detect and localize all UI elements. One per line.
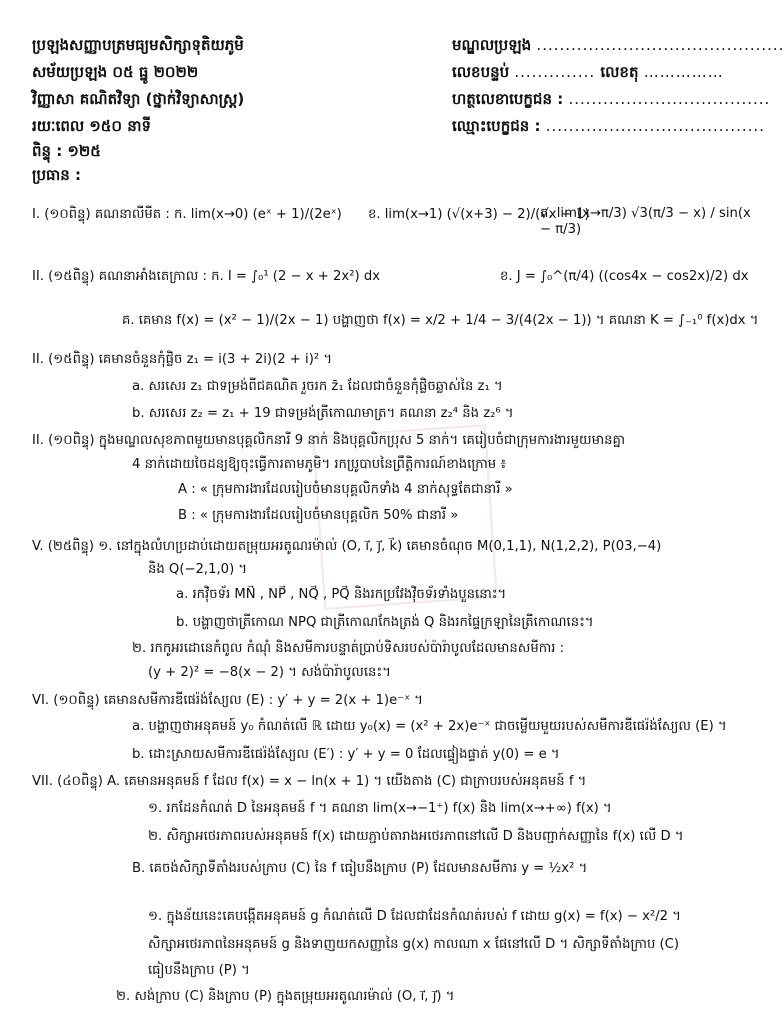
ex7-A-2: ២. សិក្សាអថេរភាពរបស់អនុគមន៍ f(x) ដោយភ្ជាប់តារាងអថេរភាពនៅលើ D និងបញ្ជាក់សញ្ញានៃ f(x) លើ D ។ [148, 829, 684, 844]
exam-title: ប្រឡងសញ្ញាបត្រមធ្យមសិក្សាទុតិយភូមិ [32, 36, 244, 54]
candidate-name-field [452, 117, 765, 139]
ex5-statement: V. (២៥ពិន្ទុ) ១. នៅក្នុងលំហប្រដាប់ដោយតម្រុយអរតូណរម៉ាល់ (O, i⃗, j⃗, k⃗) គេមានចំណុច M(0,1,1), N(1,2,2), P(03,−4) [32, 539, 662, 554]
ex6-statement: VI. (១០ពិន្ទុ) គេមានសមីការឌីផេរ៉ង់ស្យែល (E) : y′ + y = 2(x + 1)e⁻ˣ ។ [32, 693, 423, 708]
ex6-part-a: a. បង្ហាញថាអនុគមន៍ y₀ កំណត់លើ ℝ ដោយ y₀(x) = (x² + 2x)e⁻ˣ ជាចម្លើយមួយរបស់សមីការឌីផេរ៉ង់ស្យែល (E) ។ [132, 719, 727, 734]
ex1-part-c: គ. lim(x→π/3) √3(π/3 − x) / sin(x − π/3) [540, 206, 751, 237]
ex7-B-1-end: ធៀបនឹងក្រាប (P) ។ [148, 963, 250, 978]
ex4-event-b: B : « ក្រុមការងារដែលរៀបចំមានបុគ្គលិក 50% ជានារី » [178, 508, 459, 523]
signature-dots: ................................... [568, 90, 771, 108]
exam-duration: រយៈពេល ១៥០ នាទី [32, 117, 152, 135]
ex6-part-b: b. ដោះស្រាយសមីការឌីផេរ៉ង់ស្យែល (E′) : y′ + y = 0 ដែលផ្ទៀងផ្ទាត់ y(0) = e ។ [132, 747, 560, 762]
ex7-B-1-cont: សិក្សាអថេរភាពនៃអនុគមន៍ g និងទាញយកសញ្ញានៃ g(x) កាលណា x ផែនៅលើ D ។ សិក្សាទីតាំងក្រាប (C) [148, 937, 680, 952]
ex7-B-2: ២. សង់ក្រាប (C) និងក្រាប (P) ក្នុងតម្រុយអរតូណរម៉ាល់ (O, i⃗, j⃗) ។ [116, 989, 455, 1004]
ex3-part-b: b. សរសេរ z₂ = z₁ + 19 ជាទម្រង់ត្រីកោណមាត្រ។ គណនា z₂⁴ និង z₂⁶ ។ [132, 406, 514, 421]
ex1-part-b: ខ. lim(x→1) (√(x+3) − 2)/(√x − 1) [368, 207, 590, 222]
room-dots: .............. [514, 63, 596, 81]
ex2-part-b: ខ. J = ∫₀^(π/4) ((cos4x − cos2x)/2) dx [500, 269, 749, 284]
seat-label: លេខតុ [600, 63, 639, 81]
ex7-part-A: VII. (៤០ពិន្ទុ) A. គេមានអនុគមន៍ f ដែល f(x) = x − ln(x + 1) ។ យើងតាង (C) ជាក្រាបរបស់អនុគមន៍ f ។ [32, 774, 587, 789]
candidate-name-dots: ...................................... [545, 117, 765, 135]
topic-label: ប្រធាន : [32, 166, 82, 184]
signature-label: ហត្ថលេខាបេក្ខជន : [452, 90, 564, 108]
room-seat-field [452, 63, 724, 85]
ex5-part-a: a. រកវ៉ិចទ័រ MN⃗ , NP⃗ , NQ⃗ , PQ⃗ និងរកប្រវែងវ៉ិចទ័រទាំងបួននោះ។ [176, 587, 507, 602]
ex1-part-a: I. (១០ពិន្ទុ) គណនាលីមីត : ក. lim(x→0) (eˣ + 1)/(2eˣ) [32, 207, 342, 222]
ex7-A-1: ១. រកដែនកំណត់ D នៃអនុគមន៍ f ។ គណនា lim(x→−1⁺) f(x) និង lim(x→+∞) f(x) ។ [148, 801, 612, 816]
room-label: លេខបន្ទប់ [452, 63, 510, 81]
ex4-statement-1: II. (១០ពិន្ទុ) ក្នុងមណ្ឌលសុខភាពមួយមានបុគ្គលិកនារី 9 នាក់ និងបុគ្គលិកប្រុស 5 នាក់។ គេរៀបចំជាក្រុមការងារមួយមានគ្នា [32, 433, 626, 448]
exam-center-field [452, 36, 784, 58]
seat-dots: …………… [643, 63, 724, 81]
ex3-part-a: a. សរសេរ z₁ ជាទម្រង់ពីជគណិត រួចរក z̄₁ ដែលជាចំនួនកុំផ្លិចឆ្លាស់នៃ z₁ ។ [132, 379, 503, 394]
exam-subject: វិញ្ញាសា គណិតវិទ្យា (ថ្នាក់វិទ្យាសាស្ត្រ) [32, 90, 245, 108]
ex2-part-c: គ. គេមាន f(x) = (x² − 1)/(2x − 1) បង្ហាញថា f(x) = x/2 + 1/4 − 3/(4(2x − 1)) ។ គណនា K = ∫₋₁⁰ f(x)dx ។ [122, 313, 759, 328]
exam-center-label: មណ្ឌលប្រឡង [452, 36, 532, 54]
ex5-part-2: ២. រកកូអរដោនេកំពូល កំណុំ និងសមីការបន្ទាត់ប្រាប់ទិសរបស់ប៉ារ៉ាបូលដែលមានសមីការ : [132, 641, 565, 656]
ex4-statement-2: 4 នាក់ដោយចៃដន្យឱ្យចុះធ្វើការតាមភូមិ។ រកប្រូបាបនៃព្រឹត្តិការណ៍ខាងក្រោម ៖ [132, 457, 507, 472]
ex5-parabola: (y + 2)² = −8(x − 2) ។ សង់ប៉ារ៉ាបូលនេះ។ [148, 665, 391, 680]
ex4-event-a: A : « ក្រុមការងារដែលរៀបចំមានបុគ្គលិកទាំង 4 នាក់សុទ្ធតែជានារី » [178, 482, 513, 497]
ex5-part-b: b. បង្ហាញថាត្រីកោណ NPQ ជាត្រីកោណកែងត្រង់ Q និងរកផ្ទៃក្រឡានៃត្រីកោណនេះ។ [176, 615, 594, 630]
candidate-name-label: ឈ្មោះបេក្ខជន : [452, 117, 541, 135]
exam-score: ពិន្ទុ : ១២៥ [32, 142, 101, 160]
ex7-B-1: ១. ក្នុងន័យនេះគេបង្កើតអនុគមន៍ g កំណត់លើ D ដែលជាដែនកំណត់របស់ f ដោយ g(x) = f(x) − x²/2 ។ [148, 909, 681, 924]
ex5-points: និង Q(−2,1,0) ។ [148, 562, 248, 577]
ex7-part-B: B. គេចង់សិក្សាទីតាំងរបស់ក្រាប (C) នៃ f ធៀបនឹងក្រាប (P) ដែលមានសមីការ y = ½x² ។ [132, 861, 588, 876]
signature-field [452, 90, 770, 112]
ex3-statement: II. (១៥ពិន្ទុ) គេមានចំនួនកុំផ្លិច z₁ = i(3 + 2i)(2 + i)² ។ [32, 352, 333, 367]
ex2-part-a: II. (១៥ពិន្ទុ) គណនាអាំងតេក្រាល : ក. I = ∫₀¹ (2 − x + 2x²) dx [32, 269, 380, 284]
exam-session: សម័យប្រឡង ០៥ ធ្នូ ២០២២ [32, 63, 199, 81]
exam-center-dots: ........................................... [536, 36, 784, 54]
